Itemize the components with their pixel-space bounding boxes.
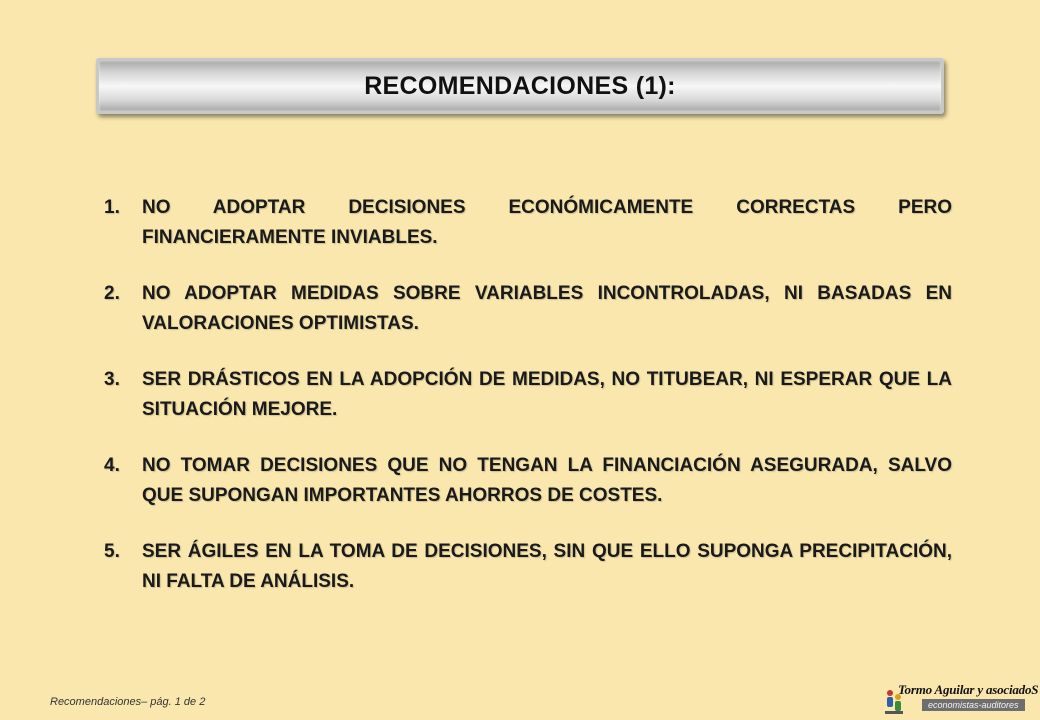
list-item: [104, 279, 952, 339]
item-number: 2.: [104, 283, 120, 304]
item-number: 5.: [104, 541, 120, 562]
item-text: NO ADOPTAR DECISIONES ECONÓMICAMENTE CORRECTAS PERO FINANCIERAMENTE INVIABLES.: [142, 197, 952, 248]
list-item: [104, 537, 952, 597]
list-item: [104, 451, 952, 511]
title-banner: [96, 58, 944, 114]
logo-subtitle: economistas-auditores: [922, 699, 1025, 711]
item-text: NO ADOPTAR MEDIDAS SOBRE VARIABLES INCONTROLADAS, NI BASADAS EN VALORACIONES OPTIMISTAS.: [142, 283, 952, 334]
item-text: SER ÁGILES EN LA TOMA DE DECISIONES, SIN QUE ELLO SUPONGA PRECIPITACIÓN, NI FALTA DE ANÁLISIS.: [142, 541, 952, 592]
page-footer: Recomendaciones– pág. 1 de 2: [50, 696, 206, 708]
item-number: 1.: [104, 197, 120, 218]
item-number: 3.: [104, 369, 120, 390]
company-logo: [884, 680, 1039, 718]
logo-name: Tormo Aguilar y asociadoS: [898, 682, 1039, 697]
recommendations-list: [104, 193, 952, 623]
item-number: 4.: [104, 455, 120, 476]
slide-title: RECOMENDACIONES (1):: [364, 71, 676, 100]
list-item: [104, 193, 952, 253]
list-item: [104, 365, 952, 425]
item-text: SER DRÁSTICOS EN LA ADOPCIÓN DE MEDIDAS, NO TITUBEAR, NI ESPERAR QUE LA SITUACIÓN MEJORE.: [142, 369, 952, 420]
item-text: NO TOMAR DECISIONES QUE NO TENGAN LA FINANCIACIÓN ASEGURADA, SALVO QUE SUPONGAN IMPORTANTES AHORROS DE COSTES.: [142, 455, 952, 506]
